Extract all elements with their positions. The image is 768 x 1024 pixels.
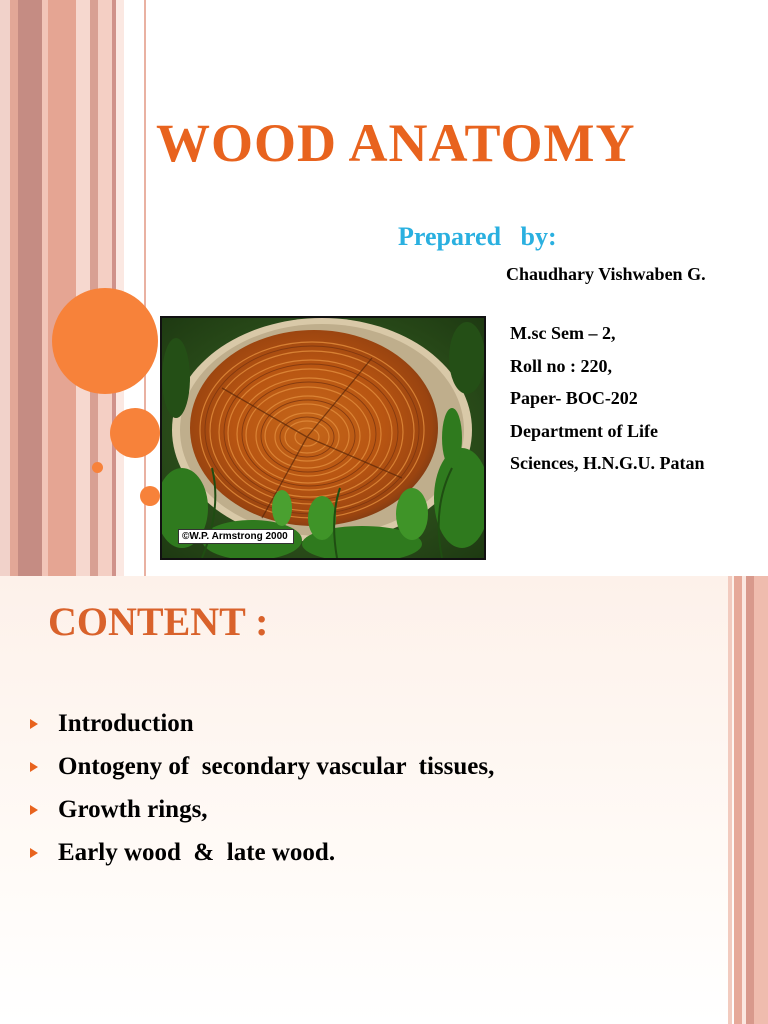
medium-circle-decoration	[110, 408, 160, 458]
prepared-by-label: Prepared by:	[398, 222, 557, 251]
author-name: Chaudhary Vishwaben G.	[506, 264, 706, 284]
arrow-right-bullet-icon	[30, 719, 38, 729]
bullet-item	[30, 788, 494, 831]
bullet-item	[30, 831, 494, 874]
bullet-text: Growth rings,	[58, 795, 208, 823]
info-line: M.sc Sem – 2,	[510, 323, 616, 343]
content-bullet-list	[30, 702, 494, 874]
small-circle-decoration	[140, 486, 160, 506]
slide-title: WOOD ANATOMY	[156, 113, 636, 173]
tiny-circle-decoration	[92, 462, 103, 473]
author-info-list	[510, 318, 704, 481]
bullet-text: Early wood & late wood.	[58, 838, 336, 866]
info-line: Roll no : 220,	[510, 355, 613, 376]
arrow-right-bullet-icon	[30, 848, 38, 858]
arrow-right-bullet-icon	[30, 805, 38, 815]
bullet-text: Ontogeny of secondary vascular tissues,	[58, 752, 495, 780]
bullet-item	[30, 745, 494, 788]
arrow-right-bullet-icon	[30, 762, 38, 772]
decorative-stripes-right	[728, 576, 768, 1024]
bullet-item	[30, 702, 494, 745]
info-line: Paper- BOC-202	[510, 388, 638, 408]
info-line: Sciences, H.N.G.U. Patan	[510, 453, 705, 473]
large-circle-decoration	[52, 288, 158, 394]
tree-stump-photo	[160, 316, 486, 560]
content-heading: CONTENT :	[48, 599, 269, 644]
info-line: Department of Life	[510, 420, 658, 441]
bullet-text: Introduction	[58, 709, 194, 737]
decorative-stripes-left	[0, 0, 150, 576]
tree-rings-image	[162, 318, 484, 558]
content-slide	[0, 576, 768, 1024]
photo-copyright-label: ©W.P. Armstrong 2000	[178, 529, 294, 544]
